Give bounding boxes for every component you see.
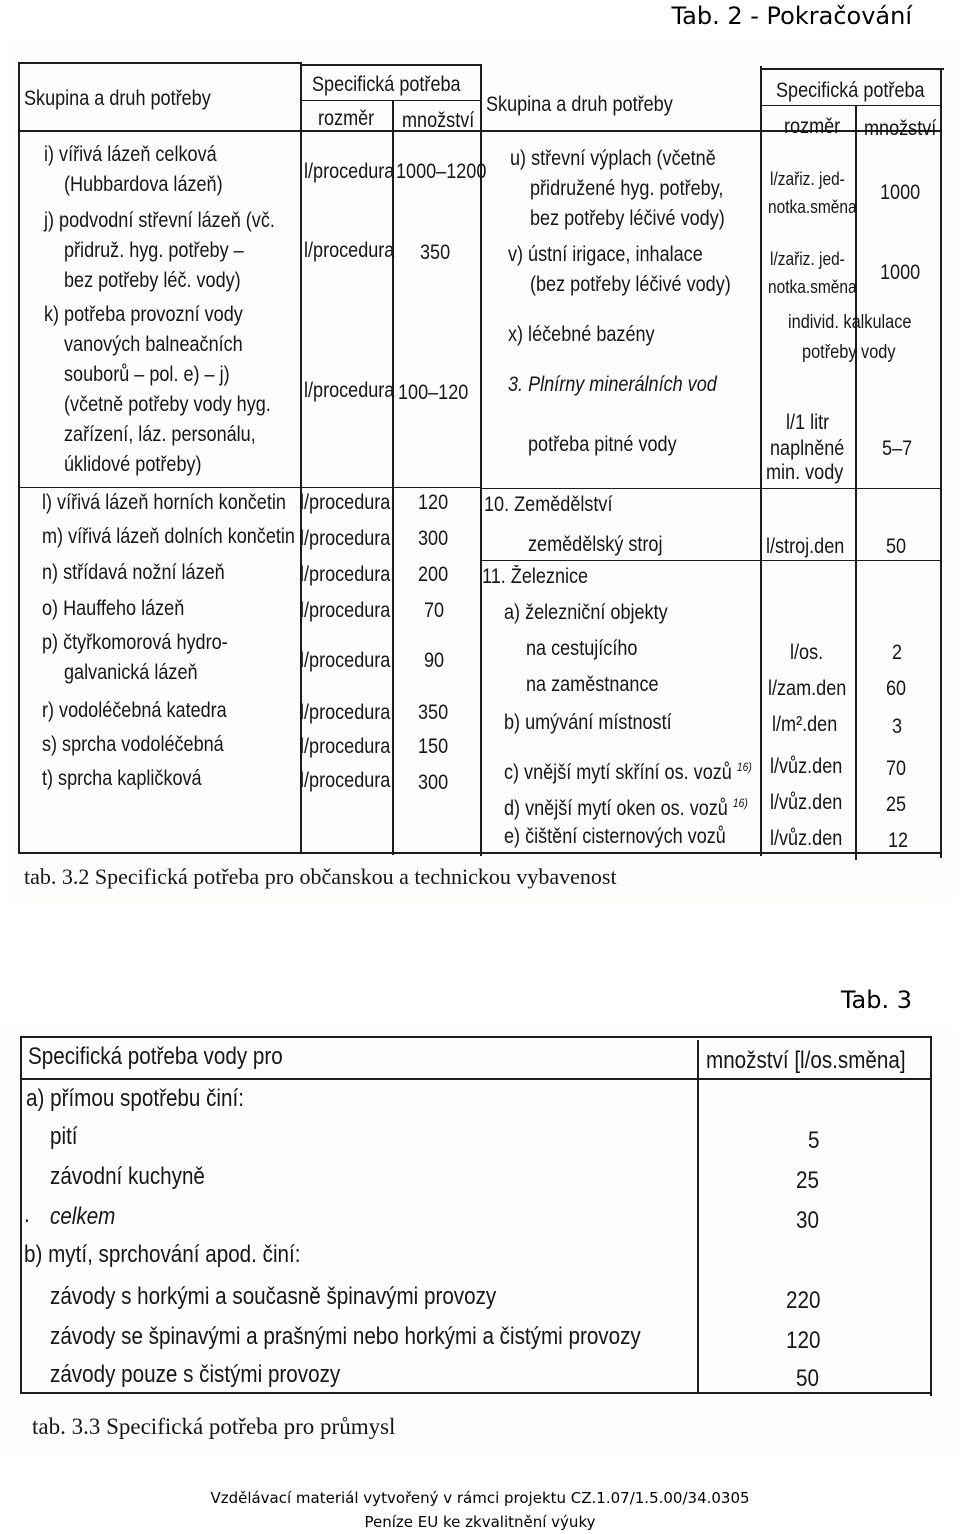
section-11-d-qty: 25 — [886, 793, 907, 816]
table3-a-row2-qty: 25 — [796, 1167, 819, 1194]
row-k-line6: úklidové potřeby) — [64, 453, 202, 476]
footnote-16-c: 16) — [736, 760, 752, 774]
section-3-unit3: min. vody — [766, 461, 844, 484]
section-11-b-unit: l/m².den — [772, 713, 838, 736]
table3-a-row2-label: závodní kuchyně — [50, 1163, 205, 1190]
section-11-b-qty: 3 — [892, 715, 903, 738]
section-11-a: a) železniční objekty — [504, 601, 668, 624]
section-3-item: potřeba pitné vody — [528, 433, 677, 456]
section-11-e-qty: 12 — [888, 829, 909, 852]
row-j-line1: j) podvodní střevní lázeň (vč. — [44, 209, 275, 232]
row-j-line2: přidruž. hyg. potřeby – — [64, 239, 244, 262]
table3-b-title: b) mytí, sprchování apod. činí: — [24, 1241, 301, 1268]
section-3-unit1: l/1 litr — [786, 411, 830, 434]
row-p-line2: galvanická lázeň — [64, 661, 198, 684]
row-m-qty: 300 — [418, 527, 449, 550]
row-u-qty: 1000 — [880, 181, 921, 204]
table3-a-row1-qty: 5 — [808, 1127, 820, 1154]
section-10-item: zemědělský stroj — [528, 533, 663, 556]
table3-caption: tab. 3.3 Specifická potřeba pro průmysl — [32, 1414, 396, 1439]
table3-head-left: Specifická potřeba vody pro — [28, 1043, 283, 1070]
row-i-line2: (Hubbardova lázeň) — [64, 173, 223, 196]
row-k-qty: 100–120 — [398, 381, 469, 404]
section-11-a1: na cestujícího — [526, 637, 638, 660]
footnote-16-d: 16) — [732, 796, 748, 810]
row-s-qty: 150 — [418, 735, 449, 758]
row-x-label: x) léčebné bazény — [508, 323, 655, 346]
row-r-label: r) vodoléčebná katedra — [42, 699, 227, 722]
row-m-unit: l/procedura — [300, 527, 391, 550]
row-u-unit1: l/zařiz. jed- — [770, 169, 845, 189]
row-j-unit: l/procedura — [304, 239, 395, 262]
row-o-unit: l/procedura — [300, 599, 391, 622]
tab2-heading: Tab. 2 - Pokračování — [671, 2, 912, 30]
row-n-qty: 200 — [418, 563, 449, 586]
row-k-line2: vanových balneačních — [64, 333, 243, 356]
row-p-qty: 90 — [424, 649, 445, 672]
table2-head-mnozstvi2: množství — [864, 117, 937, 140]
table2-head-left: Skupina a druh potřeby — [24, 87, 211, 110]
section-10-qty: 50 — [886, 535, 907, 558]
section-3-title: 3. Plnírny minerálních vod — [508, 373, 717, 396]
row-u-unit2: notka.směna — [768, 197, 857, 217]
row-o-label: o) Hauffeho lázeň — [42, 597, 185, 620]
row-n-label: n) střídavá nožní lázeň — [42, 561, 225, 584]
row-u-line1: u) střevní výplach (včetně — [510, 147, 716, 170]
section-10-unit: l/stroj.den — [766, 535, 845, 558]
section-3-qty: 5–7 — [882, 437, 913, 460]
table2-head-spec: Specifická potřeba — [312, 73, 461, 96]
tab3-heading: Tab. 3 — [840, 986, 912, 1014]
table3-b-row2-label: závody se špinavými a prašnými nebo horkými a čistými provozy — [50, 1323, 641, 1350]
table2-head-rozmer: rozměr — [318, 107, 375, 130]
row-x-spec2: potřeby vody — [802, 342, 896, 363]
table3-b-row3-label: závody pouze s čistými provozy — [50, 1361, 341, 1388]
row-k-unit: l/procedura — [304, 379, 395, 402]
row-s-label: s) sprcha vodoléčebná — [42, 733, 224, 756]
table3-head-right: množství [l/os.směna] — [706, 1047, 906, 1074]
section-11-a2-qty: 60 — [886, 677, 907, 700]
row-k-line4: (včetně potřeby vody hyg. — [64, 393, 271, 416]
table3-a-row3-qty: 30 — [796, 1207, 819, 1234]
row-v-line2: (bez potřeby léčivé vody) — [530, 273, 731, 296]
section-11-d: d) vnější mytí oken os. vozů $^{16)}$ — [504, 796, 748, 820]
row-v-unit1: l/zařiz. jed- — [770, 249, 845, 269]
table2-head-spec2: Specifická potřeba — [776, 79, 925, 102]
table3-a-row3-label: celkem — [50, 1203, 116, 1230]
row-t-unit: l/procedura — [300, 769, 391, 792]
row-m-label: m) vířivá lázeň dolních končetin — [42, 525, 295, 548]
row-j-line3: bez potřeby léč. vody) — [64, 269, 241, 292]
section-3-unit2: naplněné — [770, 437, 845, 460]
section-11-e: e) čištění cisternových vozů — [504, 825, 726, 848]
row-r-unit: l/procedura — [300, 701, 391, 724]
row-u-line3: bez potřeby léčivé vody) — [530, 207, 725, 230]
table3-b-row1-label: závody s horkými a současně špinavými provozy — [50, 1283, 497, 1310]
row-i-unit: l/procedura — [304, 160, 395, 183]
table3-b-row1-qty: 220 — [786, 1287, 821, 1314]
section-11-a1-qty: 2 — [892, 641, 903, 664]
row-u-line2: přidružené hyg. potřeby, — [530, 177, 724, 200]
section-11-b: b) umývání místností — [504, 711, 672, 734]
section-11-a2: na zaměstnance — [526, 673, 659, 696]
row-k-line1: k) potřeba provozní vody — [44, 303, 243, 326]
row-n-unit: l/procedura — [300, 563, 391, 586]
row-p-unit: l/procedura — [300, 649, 391, 672]
row-i-qty: 1000–1200 — [396, 160, 487, 183]
table3-b-row2-qty: 120 — [786, 1327, 821, 1354]
row-j-qty: 350 — [420, 241, 451, 264]
table2-caption: tab. 3.2 Specifická potřeba pro občanskou a technickou vybavenost — [24, 864, 617, 889]
row-s-unit: l/procedura — [300, 735, 391, 758]
table3-a-title: a) přímou spotřebu činí: — [26, 1085, 244, 1112]
table3-celkem-mark: . — [24, 1201, 30, 1228]
row-v-qty: 1000 — [880, 261, 921, 284]
row-x-spec1: individ. kalkulace — [788, 312, 912, 333]
row-r-qty: 350 — [418, 701, 449, 724]
row-k-line5: zařízení, láz. personálu, — [64, 423, 256, 446]
row-k-line3: souborů – pol. e) – j) — [64, 363, 230, 386]
table3-b-row3-qty: 50 — [796, 1365, 819, 1392]
row-l-qty: 120 — [418, 491, 449, 514]
row-t-qty: 300 — [418, 771, 449, 794]
footer-line2: Peníze EU ke zkvalitnění výuky — [364, 1513, 596, 1531]
row-l-label: l) vířivá lázeň horních končetin — [42, 491, 286, 514]
row-v-unit2: notka.směna — [768, 277, 857, 297]
section-11-c: c) vnější mytí skříní os. vozů $^{16)}$ — [504, 760, 752, 784]
table2-head-rozmer2: rozměr — [784, 115, 841, 138]
row-o-qty: 70 — [424, 599, 445, 622]
table2-head-mnozstvi: množství — [402, 109, 475, 132]
footer-line1: Vzdělávací materiál vytvořený v rámci projektu CZ.1.07/1.5.00/34.0305 — [210, 1489, 750, 1507]
section-11-c-qty: 70 — [886, 757, 907, 780]
section-11-a2-unit: l/zam.den — [768, 677, 847, 700]
row-l-unit: l/procedura — [300, 491, 391, 514]
section-11-c-unit: l/vůz.den — [770, 755, 843, 778]
row-p-line1: p) čtyřkomorová hydro- — [42, 631, 228, 654]
table3-a-row1-label: pití — [50, 1123, 78, 1150]
table2-head-right: Skupina a druh potřeby — [486, 93, 673, 116]
section-10-title: 10. Zemědělství — [484, 493, 613, 516]
section-11-e-unit: l/vůz.den — [770, 827, 843, 850]
row-i-line1: i) vířivá lázeň celková — [44, 143, 217, 166]
section-11-title: 11. Železnice — [482, 565, 589, 588]
row-t-label: t) sprcha kapličková — [42, 767, 202, 790]
section-11-a1-unit: l/os. — [790, 641, 824, 664]
row-v-line1: v) ústní irigace, inhalace — [508, 243, 703, 266]
section-11-d-unit: l/vůz.den — [770, 791, 843, 814]
